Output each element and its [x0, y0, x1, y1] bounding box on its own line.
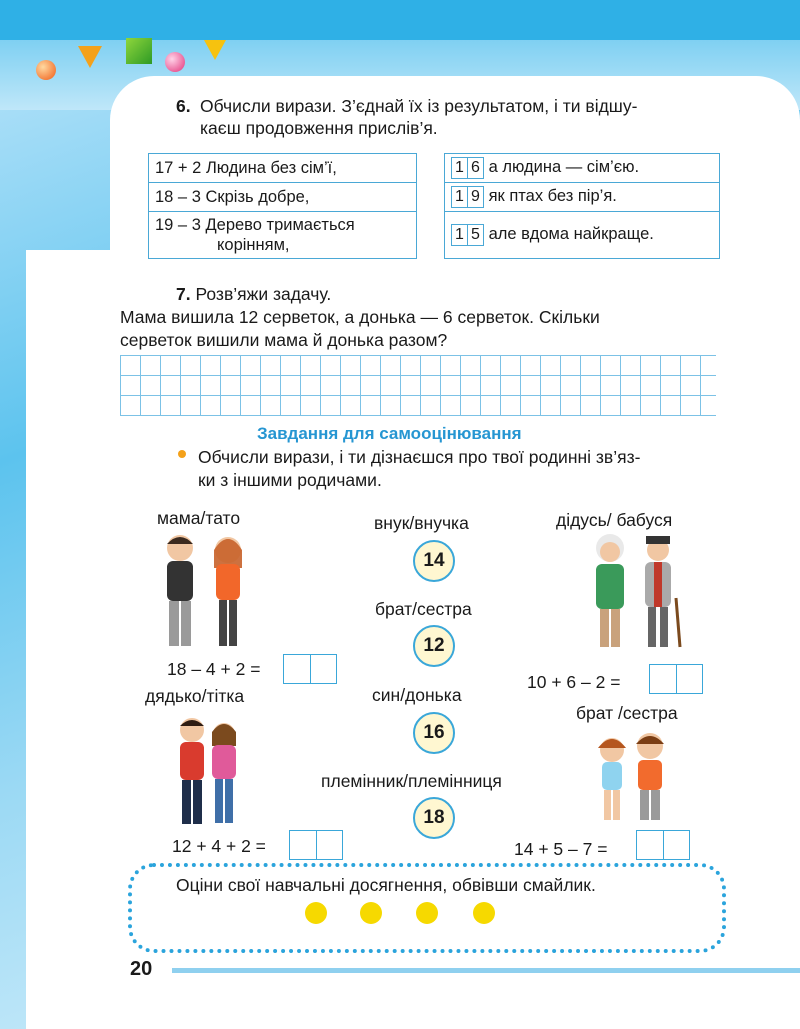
- label-vnuk: внук/внучка: [374, 513, 469, 533]
- task6-text-line1: Обчисли вирази. З’єднай їх із результатом, і ти відшу-: [200, 96, 638, 116]
- top-banner: [0, 0, 800, 40]
- answer-box[interactable]: [649, 664, 703, 694]
- expr-1: 17 + 2: [155, 158, 202, 177]
- task6-text-line2: каєш продовження прислів’я.: [200, 118, 438, 138]
- orange-cone-icon: [78, 46, 102, 68]
- expression-3: 12 + 4 + 2 =: [172, 836, 266, 856]
- uncle-aunt-illustration: [168, 712, 248, 827]
- pink-ball-icon: [165, 52, 185, 72]
- digit-box: 5: [468, 224, 484, 246]
- answer-box[interactable]: [289, 830, 343, 860]
- expression-4: 14 + 5 – 7 =: [514, 839, 608, 859]
- proverb-left-table: [148, 153, 417, 259]
- result-phrase-1: а людина — сім’єю.: [488, 158, 640, 176]
- answer-box[interactable]: [283, 654, 337, 684]
- smiley-sad-icon[interactable]: [473, 902, 495, 924]
- phrase-2: Скрізь добре,: [205, 187, 310, 206]
- label-dyadko: дядько/тітка: [145, 686, 245, 706]
- smiley-smile-icon[interactable]: [360, 902, 382, 924]
- table-row: [149, 154, 417, 183]
- grandparents-illustration: [582, 528, 692, 653]
- label-didus: дідусь/ бабуся: [556, 510, 673, 530]
- digit-box: 1: [451, 157, 468, 179]
- page-sheet-left: [26, 250, 126, 1029]
- task7-header: 7. Розв’яжи задачу.: [176, 284, 332, 304]
- digit-box: 1: [451, 186, 468, 208]
- table-row: [445, 183, 720, 212]
- phrase-3a: Дерево тримається: [205, 216, 355, 234]
- bullet-icon: [178, 450, 186, 458]
- page-number: 20: [130, 958, 153, 980]
- expr-3: 19 – 3: [155, 216, 201, 234]
- digit-box: 6: [468, 157, 484, 179]
- result-circle: 16: [413, 712, 455, 754]
- orange-ball-icon: [36, 60, 56, 80]
- yellow-cone-icon: [204, 40, 226, 60]
- phrase-1: Людина без сім’ї,: [205, 158, 337, 177]
- green-cube-icon: [126, 38, 152, 64]
- expression-2: 10 + 6 – 2 =: [527, 672, 621, 692]
- self-text-line1: Обчисли вирази, і ти дізнаєшся про твої родинні зв’яз-: [198, 447, 641, 467]
- task6-number: 6.: [176, 96, 191, 116]
- footer-line: [172, 968, 800, 973]
- table-row: [445, 154, 720, 183]
- label-brat-sestra-2: брат /сестра: [576, 703, 678, 723]
- digit-box: 1: [451, 224, 468, 246]
- table-row: [149, 212, 417, 259]
- expr-2: 18 – 3: [155, 187, 201, 206]
- label-pleminnyk: племінник/племінниця: [321, 771, 502, 791]
- label-brat-sestra: брат/сестра: [375, 599, 472, 619]
- evaluation-text: Оціни свої навчальні досягнення, обвівши смайлик.: [176, 875, 596, 895]
- table-row: [149, 183, 417, 212]
- result-circle: 12: [413, 625, 455, 667]
- self-heading: Завдання для самооцінювання: [257, 424, 522, 443]
- phrase-3b: корінням,: [217, 236, 290, 254]
- result-circle: 14: [413, 540, 455, 582]
- answer-box[interactable]: [636, 830, 690, 860]
- result-circle: 18: [413, 797, 455, 839]
- expression-1: 18 – 4 + 2 =: [167, 659, 261, 679]
- label-syn: син/донька: [372, 685, 462, 705]
- smiley-happy-icon[interactable]: [305, 902, 327, 924]
- answer-grid[interactable]: [120, 355, 716, 416]
- label-mama: мама/тато: [157, 508, 241, 528]
- self-text-line2: ки з іншими родичами.: [198, 470, 382, 490]
- digit-box: 9: [468, 186, 484, 208]
- task7-text-line1: Мама вишила 12 серветок, а донька — 6 серветок. Скільки: [120, 307, 600, 327]
- task7-text-line2: серветок вишили мама й донька разом?: [120, 330, 448, 350]
- proverb-right-table: [444, 153, 720, 259]
- table-row: [445, 212, 720, 259]
- result-phrase-2: як птах без пір’я.: [488, 187, 617, 205]
- parents-illustration: [150, 528, 260, 653]
- smiley-neutral-icon[interactable]: [416, 902, 438, 924]
- result-phrase-3: але вдома найкраще.: [488, 225, 654, 243]
- siblings-illustration: [588, 730, 678, 825]
